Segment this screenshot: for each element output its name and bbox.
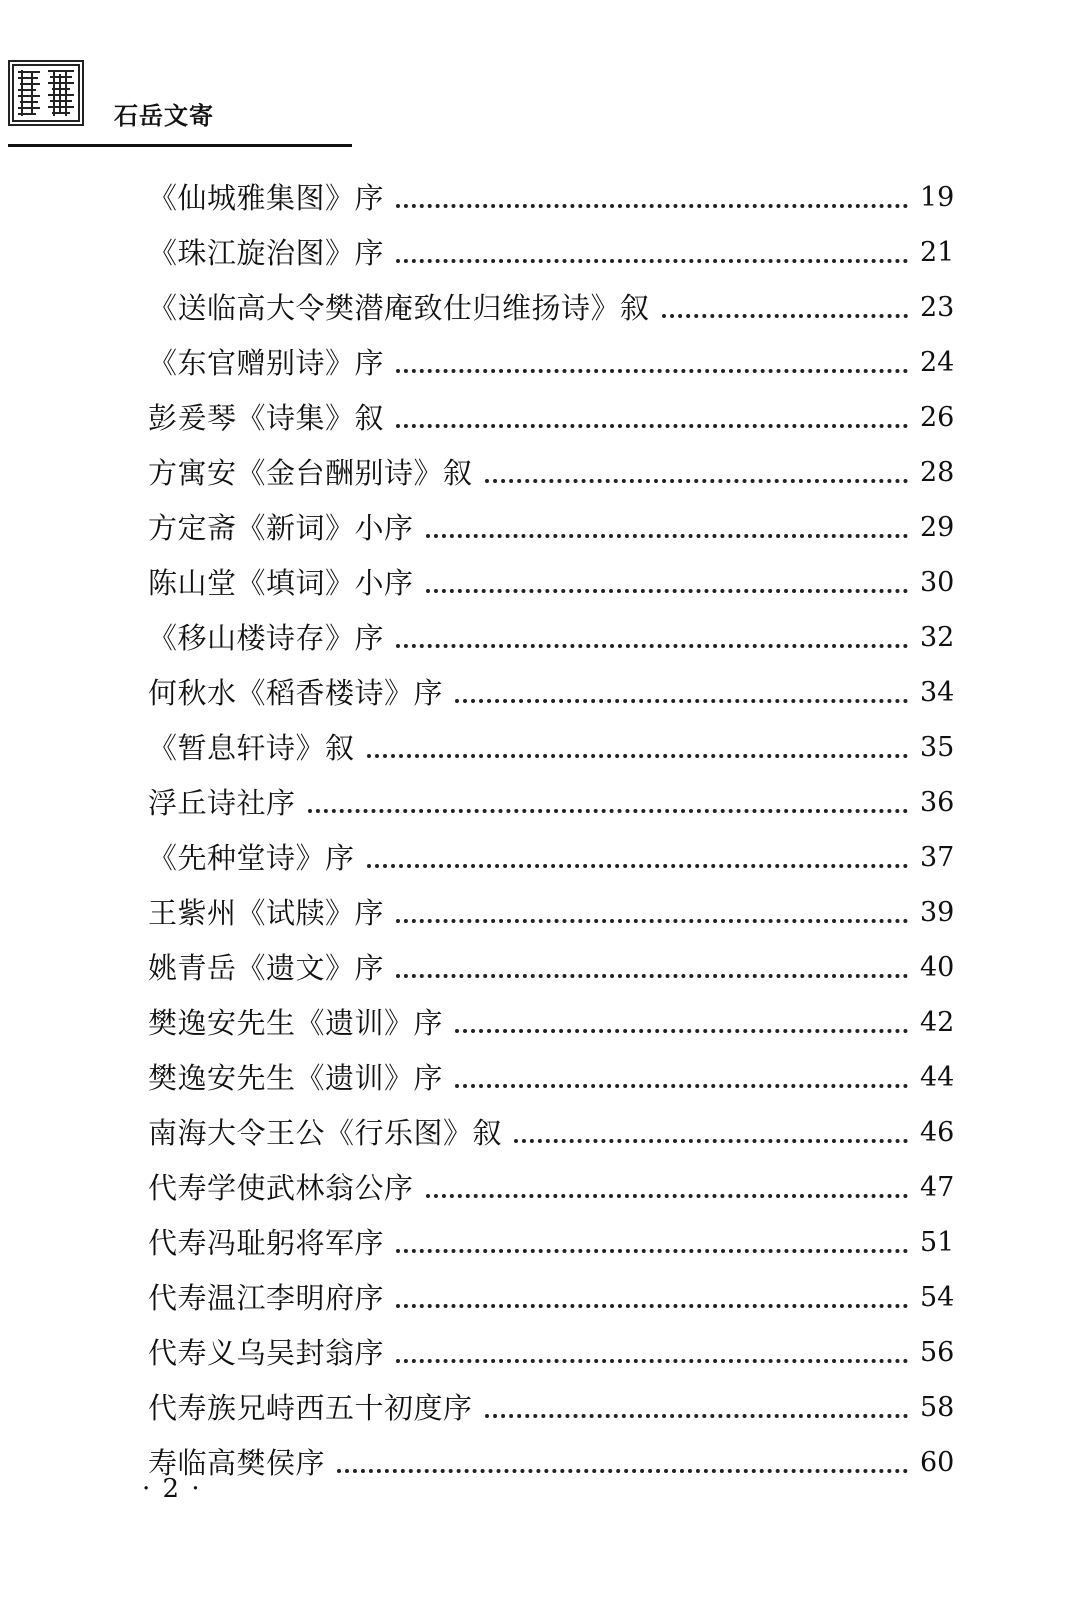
toc-entry-title: 方定斋《新词》小序	[148, 511, 414, 545]
toc-entry[interactable]	[148, 449, 968, 493]
dot-leader	[396, 424, 908, 428]
toc-entry[interactable]	[148, 339, 968, 383]
toc-entry-page: 24	[920, 347, 955, 378]
dot-leader	[396, 259, 908, 263]
toc-entry-page: 58	[920, 1392, 955, 1423]
page-number: · 2 ·	[142, 1474, 202, 1504]
dot-leader	[308, 809, 908, 813]
toc-entry[interactable]	[148, 1329, 968, 1373]
toc-entry-page: 44	[920, 1062, 955, 1093]
dot-leader	[367, 754, 908, 758]
toc-entry-page: 32	[920, 622, 955, 653]
dot-leader	[426, 1194, 908, 1198]
dot-leader	[455, 1084, 908, 1088]
dot-leader	[426, 589, 908, 593]
header-rule	[8, 144, 352, 147]
toc-entry[interactable]	[148, 174, 968, 218]
toc-entry[interactable]	[148, 834, 968, 878]
toc-entry-title: 方寓安《金台酬别诗》叙	[148, 456, 473, 490]
toc-entry-title: 彭爰琴《诗集》叙	[148, 401, 385, 435]
toc-entry-page: 23	[920, 292, 955, 323]
toc-entry-title: 樊逸安先生《遗训》序	[148, 1061, 444, 1095]
toc-entry[interactable]	[148, 779, 968, 823]
toc-entry[interactable]	[148, 1384, 968, 1428]
table-of-contents	[148, 170, 968, 1490]
toc-entry-title: 代寿义乌吴封翁序	[148, 1336, 385, 1370]
toc-entry[interactable]	[148, 724, 968, 768]
toc-entry[interactable]	[148, 1219, 968, 1263]
toc-entry[interactable]	[148, 889, 968, 933]
toc-entry-page: 34	[920, 677, 955, 708]
toc-entry-page: 42	[920, 1007, 955, 1038]
toc-entry-page: 47	[920, 1172, 955, 1203]
toc-entry-title: 《先种堂诗》序	[148, 841, 355, 875]
toc-entry-page: 28	[920, 457, 955, 488]
toc-entry-title: 姚青岳《遗文》序	[148, 951, 385, 985]
dot-leader	[396, 204, 908, 208]
toc-entry-title: 《珠江旋治图》序	[148, 236, 385, 270]
toc-entry-page: 51	[920, 1227, 955, 1258]
toc-entry-title: 南海大令王公《行乐图》叙	[148, 1116, 503, 1150]
toc-entry[interactable]	[148, 1274, 968, 1318]
dot-leader	[514, 1139, 908, 1143]
toc-entry-page: 35	[920, 732, 955, 763]
toc-entry-page: 30	[920, 567, 955, 598]
toc-entry-page: 37	[920, 842, 955, 873]
toc-entry[interactable]	[148, 284, 968, 328]
toc-entry-title: 代寿族兄峙西五十初度序	[148, 1391, 473, 1425]
toc-entry-page: 40	[920, 952, 955, 983]
toc-entry-title: 代寿学使武林翁公序	[148, 1171, 414, 1205]
dot-leader	[396, 1304, 908, 1308]
dot-leader	[396, 1359, 908, 1363]
seal-glyph-icon	[10, 62, 82, 124]
dot-leader	[396, 919, 908, 923]
toc-entry-title: 寿临高樊侯序	[148, 1446, 326, 1480]
toc-entry-page: 56	[920, 1337, 955, 1368]
toc-entry-title: 代寿冯耻躬将军序	[148, 1226, 385, 1260]
toc-entry[interactable]	[148, 1054, 968, 1098]
dot-leader	[426, 534, 908, 538]
dot-leader	[396, 369, 908, 373]
toc-entry[interactable]	[148, 1164, 968, 1208]
toc-entry-title: 陈山堂《填词》小序	[148, 566, 414, 600]
toc-entry[interactable]	[148, 944, 968, 988]
toc-entry-title: 何秋水《稻香楼诗》序	[148, 676, 444, 710]
toc-entry-page: 36	[920, 787, 955, 818]
toc-entry-title: 樊逸安先生《遗训》序	[148, 1006, 444, 1040]
dot-leader	[455, 1029, 908, 1033]
toc-entry-title: 浮丘诗社序	[148, 786, 296, 820]
toc-entry-page: 46	[920, 1117, 955, 1148]
toc-entry-page: 21	[920, 237, 955, 268]
toc-entry[interactable]	[148, 394, 968, 438]
toc-entry-title: 《东官赠别诗》序	[148, 346, 385, 380]
dot-leader	[455, 699, 908, 703]
toc-entry[interactable]	[148, 229, 968, 273]
toc-entry-page: 29	[920, 512, 955, 543]
toc-entry-title: 《暂息轩诗》叙	[148, 731, 355, 765]
toc-entry[interactable]	[148, 559, 968, 603]
toc-entry-title: 《仙城雅集图》序	[148, 181, 385, 215]
running-title: 石岳文寄	[114, 102, 214, 130]
toc-entry-page: 19	[920, 182, 955, 213]
dot-leader	[485, 1414, 908, 1418]
toc-entry-page: 39	[920, 897, 955, 928]
toc-entry[interactable]	[148, 1109, 968, 1153]
dot-leader	[337, 1469, 908, 1473]
toc-entry-title: 代寿温江李明府序	[148, 1281, 385, 1315]
toc-entry[interactable]	[148, 1439, 968, 1483]
toc-entry-title: 《移山楼诗存》序	[148, 621, 385, 655]
toc-entry[interactable]	[148, 669, 968, 713]
toc-entry-page: 60	[920, 1447, 955, 1478]
toc-entry-page: 26	[920, 402, 955, 433]
toc-entry-title: 《送临高大令樊潜庵致仕归维扬诗》叙	[148, 291, 650, 325]
toc-entry[interactable]	[148, 614, 968, 658]
toc-entry-title: 王紫州《试牍》序	[148, 896, 385, 930]
dot-leader	[367, 864, 908, 868]
dot-leader	[662, 314, 908, 318]
dot-leader	[485, 479, 908, 483]
dot-leader	[396, 644, 908, 648]
dot-leader	[396, 974, 908, 978]
dot-leader	[396, 1249, 908, 1253]
toc-entry[interactable]	[148, 999, 968, 1043]
toc-entry-page: 54	[920, 1282, 955, 1313]
toc-entry[interactable]	[148, 504, 968, 548]
seal-stamp-image	[8, 60, 84, 126]
